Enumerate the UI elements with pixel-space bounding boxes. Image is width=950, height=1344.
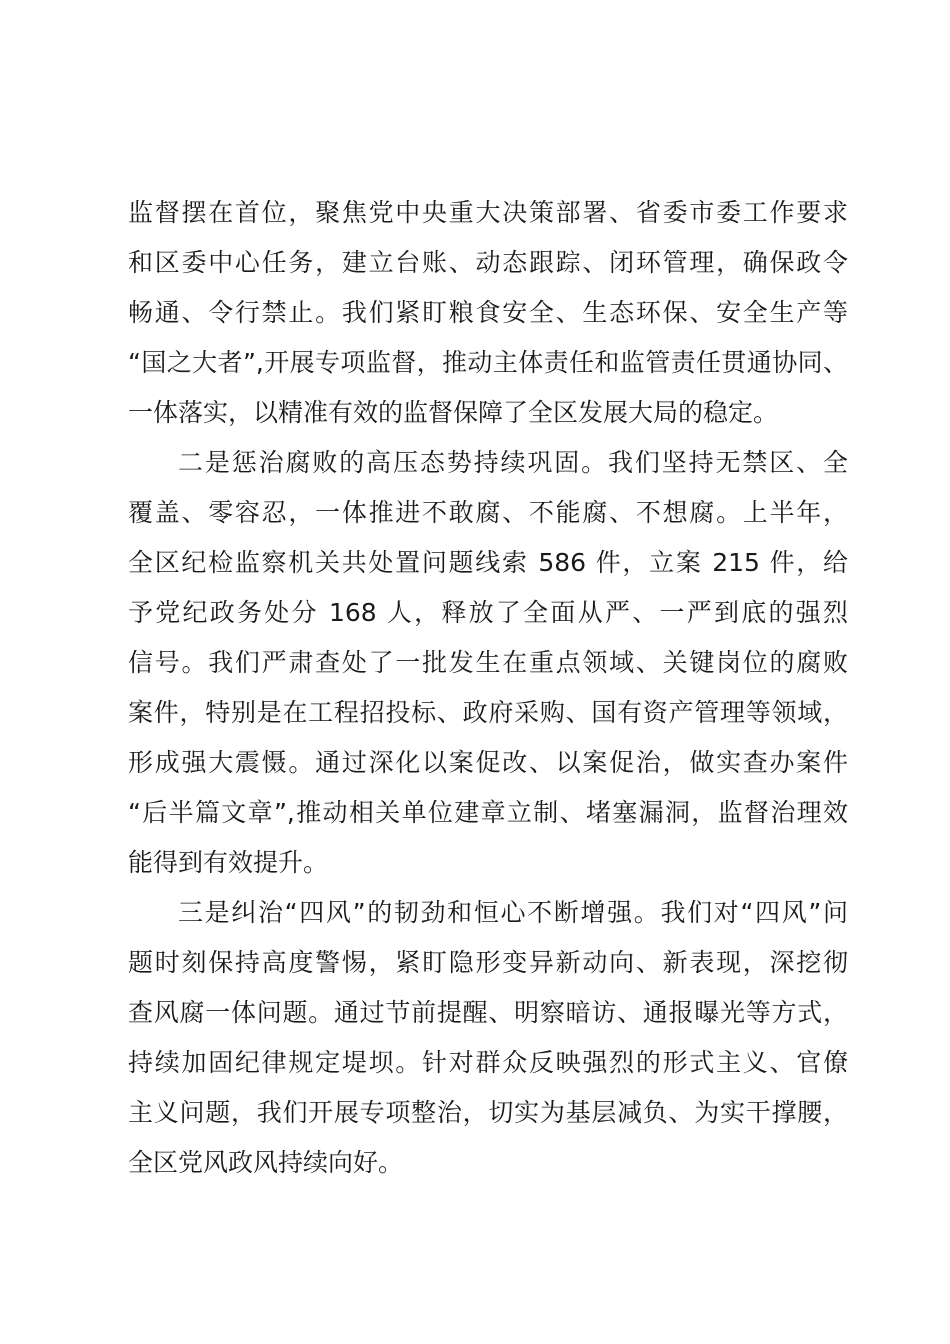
paragraph-2-line-5: 信号。我们严肃查处了一批发生在重点领域、关键岗位的腐败 [128,648,848,677]
paragraph-2-line-4: 予党纪政务处分 168 人，释放了全面从严、一严到底的强烈 [128,598,848,627]
paragraph-1-line-4: “国之大者”,开展专项监督，推动主体责任和监管责任贯通协同、 [128,348,848,377]
paragraph-1-line-1: 监督摆在首位，聚焦党中央重大决策部署、省委市委工作要求 [128,198,848,227]
paragraph-2-line-2: 覆盖、零容忍，一体推进不敢腐、不能腐、不想腐。上半年， [128,498,848,527]
paragraph-1-line-5: 一体落实，以精准有效的监督保障了全区发展大局的稳定。 [128,398,779,427]
paragraph-2-line-3: 全区纪检监察机关共处置问题线索 586 件，立案 215 件，给 [128,548,848,577]
paragraph-3-line-3: 查风腐一体问题。通过节前提醒、明察暗访、通报曝光等方式， [128,998,848,1027]
paragraph-2-line-1: 二是惩治腐败的高压态势持续巩固。我们坚持无禁区、全 [178,448,848,477]
document-body [128,188,848,1188]
paragraph-2-line-8: “后半篇文章”,推动相关单位建章立制、堵塞漏洞，监督治理效 [128,798,848,827]
paragraph-3-line-5: 主义问题，我们开展专项整治，切实为基层减负、为实干撑腰， [128,1098,848,1127]
paragraph-3-line-1: 三是纠治“四风”的韧劲和恒心不断增强。我们对“四风”问 [178,898,848,927]
paragraph-1-line-3: 畅通、令行禁止。我们紧盯粮食安全、生态环保、安全生产等 [128,298,848,327]
paragraph-3-line-2: 题时刻保持高度警惕，紧盯隐形变异新动向、新表现，深挖彻 [128,948,848,977]
paragraph-1-line-2: 和区委中心任务，建立台账、动态跟踪、闭环管理，确保政令 [128,248,848,277]
paragraph-2-line-6: 案件，特别是在工程招投标、政府采购、国有资产管理等领域， [128,698,848,727]
paragraph-2-line-7: 形成强大震慑。通过深化以案促改、以案促治，做实查办案件 [128,748,848,777]
paragraph-3-line-6: 全区党风政风持续向好。 [128,1148,404,1177]
paragraph-2-line-9: 能得到有效提升。 [128,848,329,877]
paragraph-3-line-4: 持续加固纪律规定堤坝。针对群众反映强烈的形式主义、官僚 [128,1048,848,1077]
